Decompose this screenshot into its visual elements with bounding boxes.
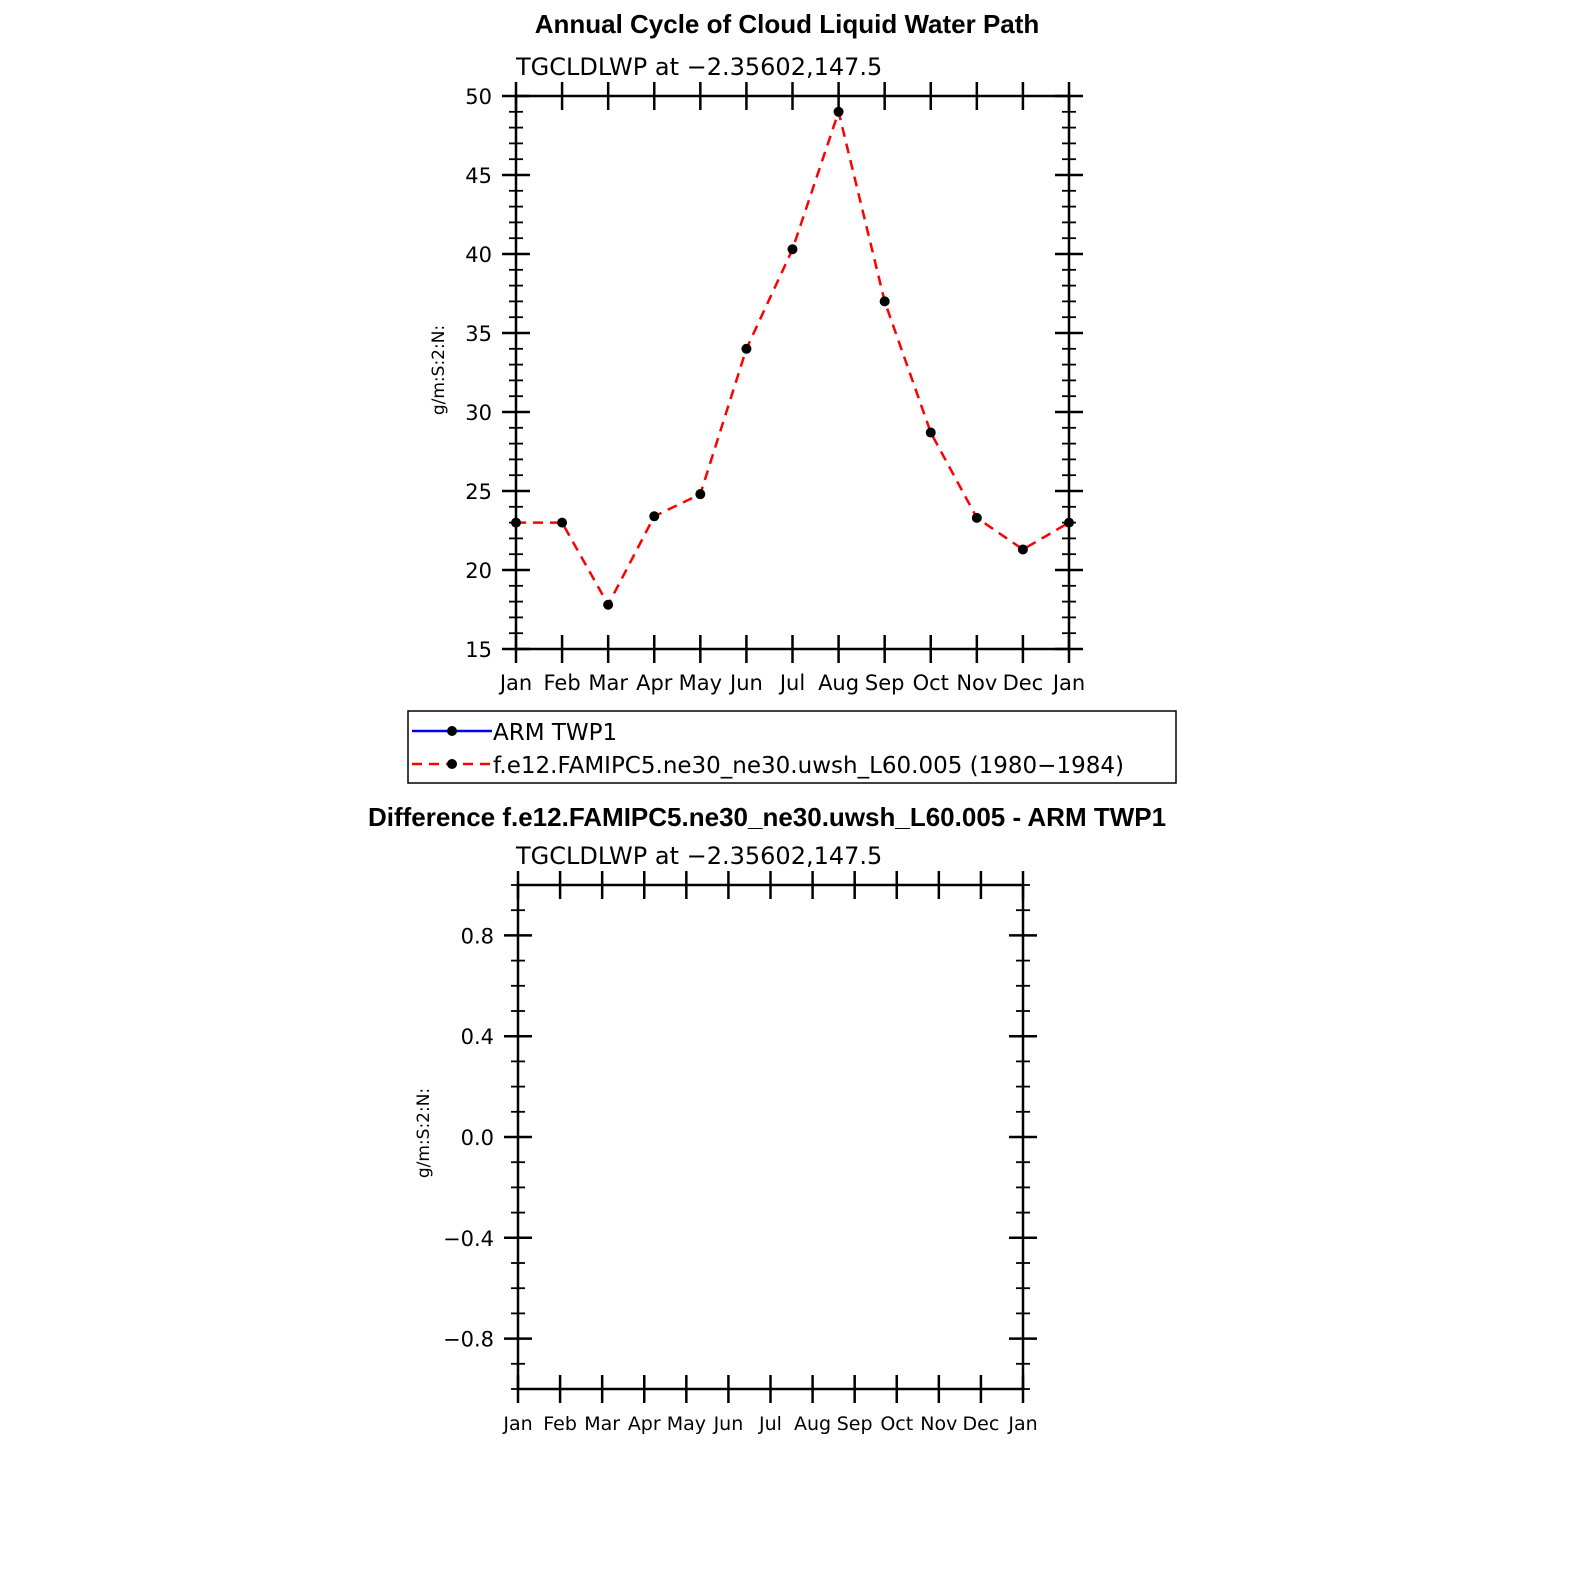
x-tick-label: Jan (499, 671, 533, 695)
x-tick-label: Dec (1002, 671, 1044, 695)
bottom-chart-ylabel: g/m:S:2:N: (414, 1087, 434, 1179)
y-tick-label: −0.8 (443, 1327, 494, 1352)
data-point (557, 518, 567, 528)
x-tick-label: Jul (759, 1413, 782, 1435)
y-tick-label: 0.8 (460, 924, 494, 949)
y-tick-label: 20 (465, 559, 492, 583)
bottom-chart (443, 871, 1038, 1435)
x-tick-label: Nov (956, 671, 998, 695)
x-tick-label: Oct (880, 1413, 914, 1435)
x-tick-label: Oct (912, 671, 949, 695)
y-tick-label: −0.4 (443, 1226, 494, 1251)
data-point (788, 244, 798, 254)
x-tick-label: Apr (627, 1413, 661, 1435)
x-tick-label: Feb (543, 1413, 577, 1435)
x-tick-label: Sep (836, 1413, 873, 1435)
data-point (511, 518, 521, 528)
series-line (516, 112, 1069, 605)
x-tick-label: Jul (779, 671, 806, 695)
x-tick-label: Sep (864, 671, 905, 695)
data-point (926, 428, 936, 438)
top-chart (465, 82, 1085, 695)
data-point (880, 296, 890, 306)
x-tick-label: May (666, 1413, 706, 1435)
y-tick-label: 30 (465, 401, 492, 425)
x-tick-label: Jan (1052, 671, 1086, 695)
legend (408, 711, 1176, 783)
data-point (649, 511, 659, 521)
y-tick-label: 40 (465, 243, 492, 267)
x-tick-label: Feb (543, 671, 581, 695)
legend-marker-model (447, 759, 457, 769)
legend-label-model: f.e12.FAMIPC5.ne30_ne30.uwsh_L60.005 (1980−1984) (493, 753, 1124, 779)
plot-frame (518, 885, 1023, 1389)
y-tick-label: 45 (465, 164, 492, 188)
x-tick-label: Jun (713, 1413, 744, 1435)
y-tick-label: 25 (465, 480, 492, 504)
x-tick-label: Jan (503, 1413, 533, 1435)
x-tick-label: Jan (1008, 1413, 1038, 1435)
x-tick-label: Aug (794, 1413, 832, 1435)
x-tick-label: Mar (584, 1413, 621, 1435)
y-tick-label: 15 (465, 638, 492, 662)
bottom-chart-subtitle: TGCLDLWP at −2.35602,147.5 (516, 842, 883, 870)
x-tick-label: Aug (818, 671, 860, 695)
diff-title: Difference f.e12.FAMIPC5.ne30_ne30.uwsh_L60.005 - ARM TWP1 (367, 802, 1167, 832)
data-point (834, 107, 844, 117)
data-point (695, 489, 705, 499)
data-point (741, 344, 751, 354)
main-title: Annual Cycle of Cloud Liquid Water Path (534, 9, 1040, 39)
legend-label-arm: ARM TWP1 (493, 720, 618, 746)
data-point (972, 513, 982, 523)
plot-frame (516, 96, 1069, 649)
top-chart-ylabel: g/m:S:2:N: (429, 324, 449, 416)
y-tick-label: 0.4 (460, 1025, 494, 1050)
x-tick-label: Mar (588, 671, 628, 695)
y-tick-label: 50 (465, 85, 492, 109)
data-point (603, 600, 613, 610)
legend-marker-arm (447, 726, 457, 736)
y-tick-label: 0.0 (460, 1126, 494, 1150)
data-point (1064, 518, 1074, 528)
x-tick-label: Nov (920, 1413, 958, 1435)
data-point (1018, 544, 1028, 554)
x-tick-label: Jun (730, 671, 763, 695)
x-tick-label: May (678, 671, 723, 695)
y-tick-label: 35 (465, 322, 492, 346)
x-tick-label: Dec (962, 1413, 1000, 1435)
top-chart-subtitle: TGCLDLWP at −2.35602,147.5 (516, 53, 883, 81)
x-tick-label: Apr (636, 671, 673, 695)
